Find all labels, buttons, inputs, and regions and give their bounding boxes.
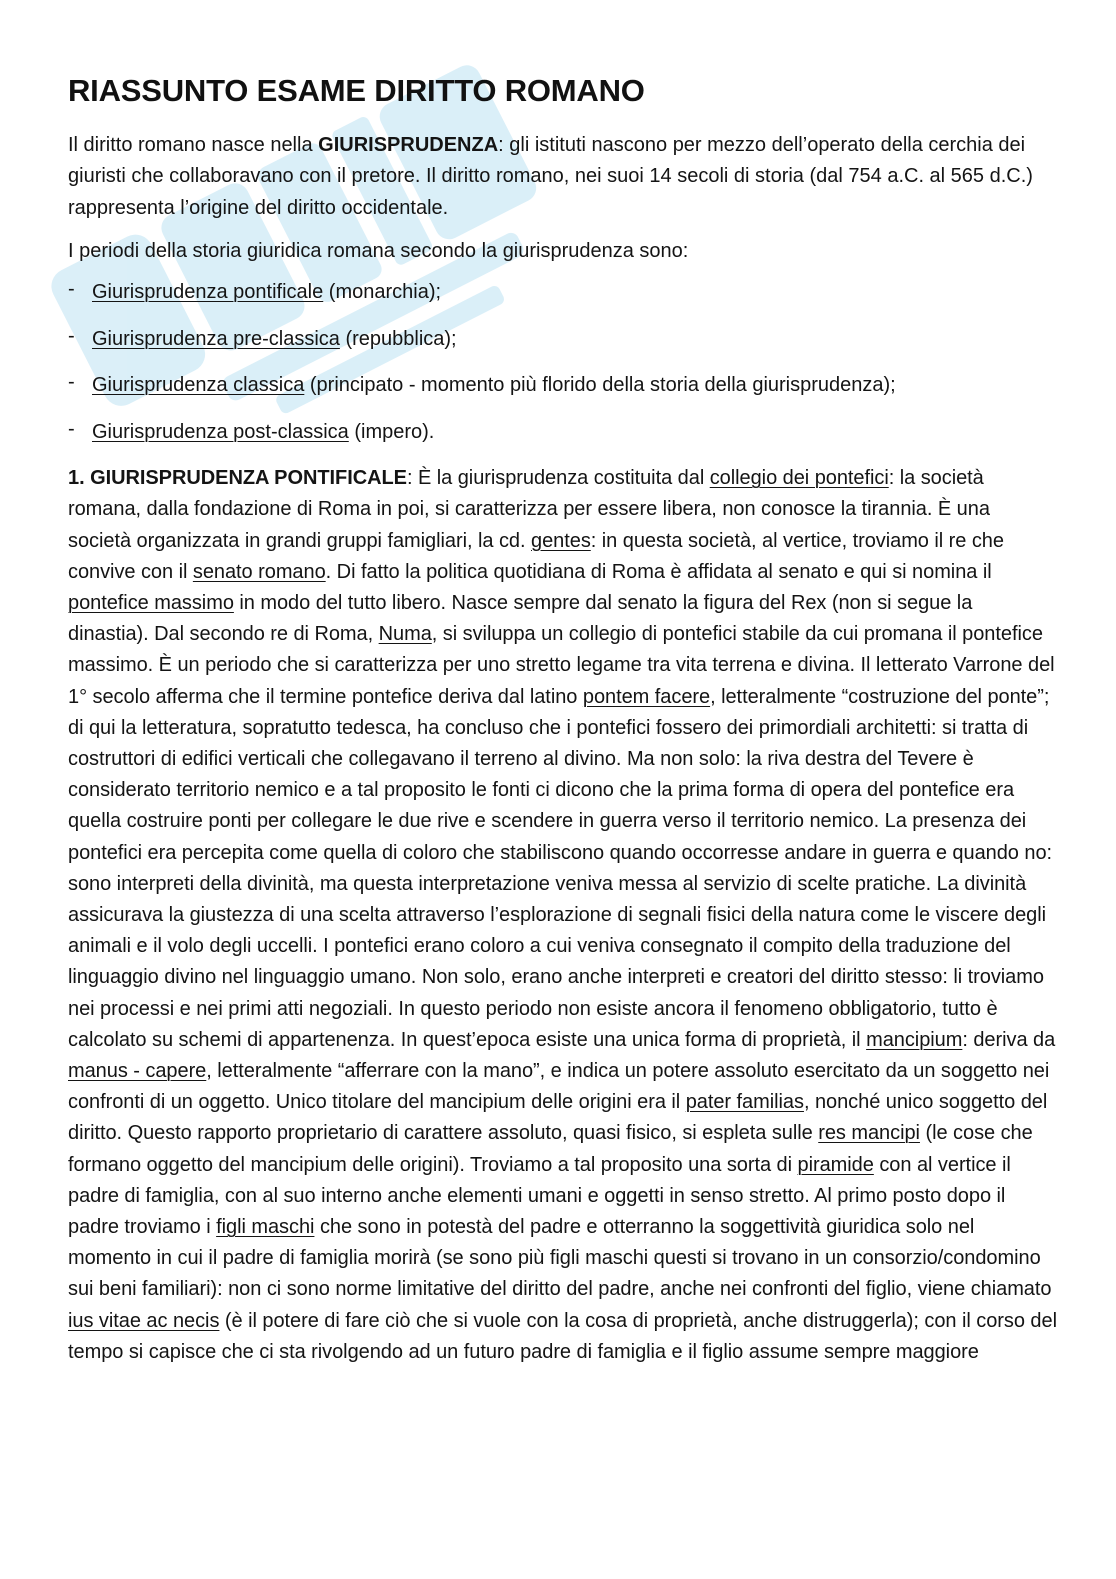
list-item bbox=[68, 324, 1058, 355]
body-text: : È la giurisprudenza costituita dal bbox=[406, 467, 710, 490]
period-desc: (impero). bbox=[348, 420, 435, 443]
document-content bbox=[68, 72, 1058, 1379]
period-name: Giurisprudenza pre-classica bbox=[92, 327, 340, 350]
body-text: : deriva da bbox=[962, 1028, 1056, 1051]
body-text: in modo del tutto libero. Nasce sempre dal senato la figura del Rex (non si segue la dinastia). Dal secondo re di Roma, bbox=[68, 592, 973, 646]
periods-list bbox=[68, 277, 1058, 448]
dash-bullet: - bbox=[68, 371, 75, 394]
underlined-term: piramide bbox=[797, 1153, 874, 1176]
underlined-term: senato romano bbox=[192, 560, 326, 583]
body-text: , letteralmente “afferrare con la mano”, e indica un potere assoluto esercitato da un soggetto nei confronti di un oggetto. Unico titolare del mancipium delle origini era il bbox=[68, 1060, 1050, 1114]
underlined-term: Numa bbox=[378, 623, 432, 646]
body-text: , si sviluppa un collegio di pontefici stabile da cui promana il pontefice massimo. È un periodo che si caratterizza per uno stretto legame tra vita terrena e divina. Il letterato Varrone del 1° secolo afferma che il termine pontefice deriva dal latino bbox=[68, 623, 1055, 708]
body-text: (le cose che formano oggetto del mancipium delle origini). Troviamo a tal proposito una sorta di bbox=[68, 1122, 1033, 1176]
period-desc: (principato - momento più florido della storia della giurisprudenza); bbox=[304, 374, 896, 397]
body-text: , letteralmente “costruzione del ponte”; di qui la letteratura, sopratutto tedesca, ha concluso che i pontefici fossero dei primordiali architetti: si tratta di costruttori di edifici verticali che collegavano il terreno al divino. Ma non solo: la riva destra del Tevere è considerato territorio nemico e a tal proposito le fonti ci dicono che la prima forma di opera del pontefice era quella costruire ponti per collegare le due rive e scendere in guerra verso il territorio nemico. La presenza dei pontefici era percepita come quella di coloro che stabiliscono quando occorresse andare in guerra e quando no: sono interpreti della divinità, ma questa interpretazione veniva messa al servizio di scelte pratiche. La divinità assicurava la giustezza di una scelta attraverso l’esplorazione di segnali fisici della natura come le viscere degli animali e il volo degli uccelli. I pontefici erano coloro a cui veniva consegnato il compito della traduzione del linguaggio divino nel linguaggio umano. Non solo, erano anche interpreti e creatori del diritto stesso: li troviamo nei processi e nei primi atti negoziali. In questo periodo non esiste ancora il fenomeno obbligatorio, tutto è calcolato su schemi di appartenenza. In quest’epoca esiste una unica forma di proprietà, il bbox=[68, 685, 1053, 1051]
period-name: Giurisprudenza pontificale bbox=[92, 281, 324, 304]
section-heading: 1. GIURISPRUDENZA PONTIFICALE bbox=[68, 467, 407, 490]
underlined-term: pontem facere bbox=[582, 685, 711, 708]
underlined-term: res mancipi bbox=[818, 1122, 920, 1145]
period-name: Giurisprudenza post-classica bbox=[92, 420, 349, 443]
body-text: , nonché unico soggetto del diritto. Questo rapporto proprietario di carattere assoluto, quasi fisico, si espleta sulle bbox=[68, 1091, 1048, 1145]
periods-lead: I periodi della storia giuridica romana secondo la giurisprudenza sono: bbox=[68, 239, 689, 262]
intro-text: Il diritto romano nasce nella bbox=[68, 134, 319, 156]
intro-keyword: GIURISPRUDENZA bbox=[318, 134, 499, 156]
dash-bullet: - bbox=[68, 324, 75, 347]
underlined-term: manus - capere bbox=[68, 1060, 207, 1083]
underlined-term: gentes bbox=[531, 529, 591, 552]
dash-bullet: - bbox=[68, 417, 75, 440]
underlined-term: ius vitae ac necis bbox=[68, 1309, 220, 1332]
body-text: : la società romana, dalla fondazione di Roma in poi, si caratterizza per essere libera, non conosce la tirannia. È una società organizzata in grandi gruppi famigliari, la cd. bbox=[68, 467, 990, 552]
dash-bullet: - bbox=[68, 278, 75, 301]
section-pontificale-paragraph bbox=[68, 463, 1058, 1368]
period-desc: (repubblica); bbox=[339, 327, 457, 350]
body-text: che sono in potestà del padre e otterranno la soggettività giuridica solo nel momento in cui il padre di famiglia morirà (se sono più figli maschi questi si trovano in un consorzio/condomino sui beni familiari): non ci sono norme limitative del diritto del padre, anche nei confronti del figlio, viene chiamato bbox=[68, 1216, 1052, 1301]
body-text: : in questa società, al vertice, troviamo il re che convive con il bbox=[68, 529, 1004, 583]
period-desc: (monarchia); bbox=[323, 281, 442, 304]
period-name: Giurisprudenza classica bbox=[92, 374, 305, 397]
list-item bbox=[68, 370, 1058, 401]
body-text: con al vertice il padre di famiglia, con al suo interno anche elementi umani e oggetti in senso stretto. Al primo posto dopo il padre troviamo i bbox=[68, 1153, 1011, 1239]
body-text: . Di fatto la politica quotidiana di Roma è affidata al senato e qui si nomina il bbox=[325, 560, 992, 583]
underlined-term: figli maschi bbox=[216, 1216, 315, 1239]
intro-text: : gli istituti nascono per mezzo dell’operato della cerchia dei giuristi che collaboravano con il pretore. Il diritto romano, nei suoi 14 secoli di storia (dal 754 a.C. al 565 d.C.) rappresenta l’origine del diritto occidentale. bbox=[68, 134, 1033, 219]
page-title: RIASSUNTO ESAME DIRITTO ROMANO bbox=[68, 73, 645, 108]
list-item bbox=[68, 277, 1058, 308]
underlined-term: pater familias bbox=[685, 1091, 804, 1114]
intro-paragraph bbox=[68, 130, 1058, 224]
body-text: (è il potere di fare ciò che si vuole con la cosa di proprietà, anche distruggerla); con il corso del tempo si capisce che ci sta rivolgendo ad un futuro padre di famiglia e il figlio assume sempre maggiore bbox=[68, 1309, 1057, 1363]
list-item bbox=[68, 417, 1058, 448]
underlined-term: collegio dei pontefici bbox=[709, 467, 889, 490]
underlined-term: pontefice massimo bbox=[68, 592, 234, 614]
underlined-term: mancipium bbox=[866, 1028, 963, 1051]
